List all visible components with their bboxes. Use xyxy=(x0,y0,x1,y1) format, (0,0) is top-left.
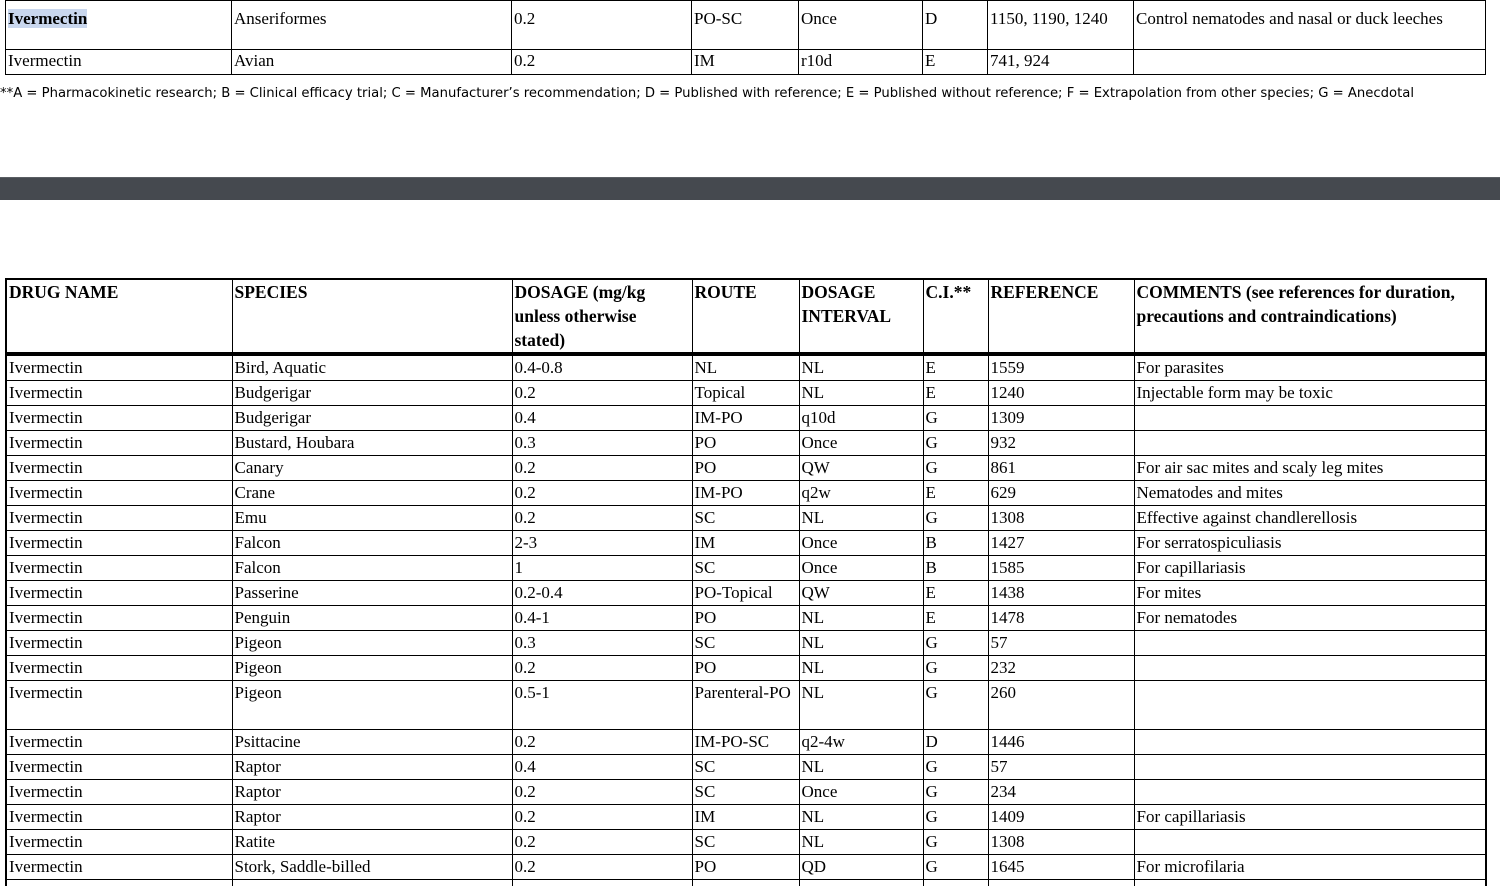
cell-comments: For serratospiculiasis xyxy=(1134,531,1486,556)
cell-dosage: 0.5-1 xyxy=(512,681,692,730)
cell-species: Bird, Aquatic xyxy=(232,354,512,381)
cell-species: Budgerigar xyxy=(232,406,512,431)
table-row xyxy=(6,481,1486,506)
header-species: SPECIES xyxy=(232,279,512,354)
cell-interval: q2w xyxy=(799,481,923,506)
cell-route: SC xyxy=(692,506,799,531)
cell-dosage: 0.2-0.4 xyxy=(512,581,692,606)
table-row xyxy=(6,431,1486,456)
cell-reference: 1240 xyxy=(988,381,1134,406)
cell-ci: E xyxy=(923,606,988,631)
cell-drug: Ivermectin xyxy=(6,830,232,855)
cell-drug xyxy=(6,880,232,886)
cell-ci: G xyxy=(923,506,988,531)
cell-interval: Once xyxy=(799,556,923,581)
cell-comments xyxy=(1134,656,1486,681)
cell-dosage: 0.2 xyxy=(512,780,692,805)
cell-interval: NL xyxy=(799,755,923,780)
cell-interval: NL xyxy=(799,354,923,381)
table-header-row xyxy=(6,279,1486,354)
cell-dosage: 0.2 xyxy=(512,50,692,75)
cell-reference: 1478 xyxy=(988,606,1134,631)
cell-dosage xyxy=(512,880,692,886)
cell-interval: NL xyxy=(799,381,923,406)
cell-dosage: 0.4-0.8 xyxy=(512,354,692,381)
cell-comments: Control nematodes and nasal or duck leeches xyxy=(1134,1,1486,50)
cell-drug: Ivermectin xyxy=(6,780,232,805)
cell-dosage: 0.2 xyxy=(512,830,692,855)
ci-footnote: **A = Pharmacokinetic research; B = Clinical efficacy trial; C = Manufacturer’s recommendation; D = Published with reference; E = Published without reference; F = Extrapolation from other species; G = Anecdotal xyxy=(0,86,1415,101)
cell-drug: Ivermectin xyxy=(6,681,232,730)
cell-species: Falcon xyxy=(232,556,512,581)
cell-interval: NL xyxy=(799,506,923,531)
cell-route: IM-PO-SC xyxy=(692,730,799,755)
cell-route: IM-PO xyxy=(692,481,799,506)
cell-comments: For air sac mites and scaly leg mites xyxy=(1134,456,1486,481)
cell-dosage: 0.2 xyxy=(512,855,692,880)
header-reference: REFERENCE xyxy=(988,279,1134,354)
cell-route: SC xyxy=(692,830,799,855)
cell-drug: Ivermectin xyxy=(6,481,232,506)
header-route: ROUTE xyxy=(692,279,799,354)
cell-interval: NL xyxy=(799,681,923,730)
cell-species xyxy=(232,880,512,886)
cell-reference: 1308 xyxy=(988,506,1134,531)
cell-interval: NL xyxy=(799,830,923,855)
cell-drug: Ivermectin xyxy=(6,606,232,631)
cell-dosage: 0.2 xyxy=(512,481,692,506)
cell-dosage: 1 xyxy=(512,556,692,581)
header-comments: COMMENTS (see references for duration, precautions and contraindications) xyxy=(1134,279,1486,354)
cell-interval: q10d xyxy=(799,406,923,431)
cell-comments xyxy=(1134,681,1486,730)
table-row xyxy=(6,50,1486,75)
cell-route: SC xyxy=(692,780,799,805)
cell-ci: D xyxy=(923,730,988,755)
cell-interval: NL xyxy=(799,805,923,830)
cell-comments: For capillariasis xyxy=(1134,805,1486,830)
cell-dosage: 0.2 xyxy=(512,506,692,531)
cell-species: Anseriformes xyxy=(232,1,512,50)
cell-comments: Injectable form may be toxic xyxy=(1134,381,1486,406)
cell-species: Psittacine xyxy=(232,730,512,755)
cell-reference: 57 xyxy=(988,631,1134,656)
cell-ci: G xyxy=(923,855,988,880)
cell-ci: G xyxy=(923,456,988,481)
cell-reference: 1309 xyxy=(988,406,1134,431)
table-row xyxy=(6,830,1486,855)
cell-route: SC xyxy=(692,631,799,656)
cell-reference: 1438 xyxy=(988,581,1134,606)
cell-route: SC xyxy=(692,556,799,581)
cell-drug: Ivermectin xyxy=(6,755,232,780)
cell-interval: Once xyxy=(799,780,923,805)
cell-dosage: 0.2 xyxy=(512,730,692,755)
cell-reference: 1150, 1190, 1240 xyxy=(988,1,1134,50)
table-row xyxy=(6,730,1486,755)
cell-species: Canary xyxy=(232,456,512,481)
cell-drug: Ivermectin xyxy=(6,656,232,681)
cell-interval: QW xyxy=(799,581,923,606)
cell-route: Topical xyxy=(692,381,799,406)
table-row xyxy=(6,406,1486,431)
cell-comments xyxy=(1134,631,1486,656)
cell-species: Raptor xyxy=(232,755,512,780)
cell-interval: QW xyxy=(799,456,923,481)
table-row xyxy=(6,606,1486,631)
cell-drug: Ivermectin xyxy=(6,381,232,406)
cell-species: Crane xyxy=(232,481,512,506)
cell-drug: Ivermectin xyxy=(6,581,232,606)
top-table xyxy=(5,0,1486,75)
table-row xyxy=(6,681,1486,730)
table-row xyxy=(6,805,1486,830)
cell-route: PO xyxy=(692,431,799,456)
cell-dosage: 0.2 xyxy=(512,1,692,50)
cell-comments: For microfilaria xyxy=(1134,855,1486,880)
header-dosage-interval: DOSAGE INTERVAL xyxy=(799,279,923,354)
cell-comments xyxy=(1134,830,1486,855)
cell-reference: 57 xyxy=(988,755,1134,780)
cell-reference: 932 xyxy=(988,431,1134,456)
cell-comments xyxy=(1134,880,1486,886)
cell-ci: E xyxy=(923,581,988,606)
table-row xyxy=(6,780,1486,805)
cell-interval: QD xyxy=(799,855,923,880)
cell-comments xyxy=(1134,780,1486,805)
cell-ci: G xyxy=(923,431,988,456)
cell-reference: 1446 xyxy=(988,730,1134,755)
cell-route: PO xyxy=(692,855,799,880)
table-row xyxy=(6,531,1486,556)
table-row xyxy=(6,354,1486,381)
cell-comments: For parasites xyxy=(1134,354,1486,381)
table-row xyxy=(6,506,1486,531)
cell-reference: 1409 xyxy=(988,805,1134,830)
table-row xyxy=(6,656,1486,681)
cell-reference: 260 xyxy=(988,681,1134,730)
cell-reference: 1645 xyxy=(988,855,1134,880)
cell-species: Raptor xyxy=(232,805,512,830)
cell-reference xyxy=(988,880,1134,886)
cell-dosage: 0.3 xyxy=(512,631,692,656)
cell-interval: NL xyxy=(799,656,923,681)
cell-ci: B xyxy=(923,556,988,581)
cell-species: Bustard, Houbara xyxy=(232,431,512,456)
document-page-2 xyxy=(0,200,1500,886)
cell-drug xyxy=(6,1,232,50)
cell-route: IM xyxy=(692,531,799,556)
cell-interval: Once xyxy=(799,1,923,50)
table-row xyxy=(6,855,1486,880)
cell-ci xyxy=(923,880,988,886)
table-row xyxy=(6,1,1486,50)
dosage-table xyxy=(5,278,1487,886)
cell-dosage: 0.2 xyxy=(512,456,692,481)
cell-comments xyxy=(1134,431,1486,456)
cell-route: PO xyxy=(692,606,799,631)
table-row xyxy=(6,581,1486,606)
cell-route xyxy=(692,880,799,886)
cell-dosage: 0.2 xyxy=(512,381,692,406)
cell-interval: r10d xyxy=(799,50,923,75)
cell-route: IM xyxy=(692,50,799,75)
cell-species: Budgerigar xyxy=(232,381,512,406)
cell-route: IM-PO xyxy=(692,406,799,431)
cell-drug: Ivermectin xyxy=(6,805,232,830)
cell-ci: E xyxy=(923,381,988,406)
cell-drug: Ivermectin xyxy=(6,354,232,381)
cell-interval: NL xyxy=(799,631,923,656)
cell-reference: 232 xyxy=(988,656,1134,681)
cell-ci: E xyxy=(923,354,988,381)
cell-drug: Ivermectin xyxy=(6,456,232,481)
cell-ci: D xyxy=(923,1,988,50)
cell-ci: E xyxy=(923,50,988,75)
cell-drug: Ivermectin xyxy=(6,406,232,431)
cell-reference: 741, 924 xyxy=(988,50,1134,75)
cell-species: Pigeon xyxy=(232,681,512,730)
cell-reference: 1308 xyxy=(988,830,1134,855)
cell-species: Falcon xyxy=(232,531,512,556)
cell-species: Avian xyxy=(232,50,512,75)
cell-comments xyxy=(1134,755,1486,780)
cell-ci: G xyxy=(923,681,988,730)
cell-drug: Ivermectin xyxy=(6,556,232,581)
cell-interval: q2-4w xyxy=(799,730,923,755)
cell-drug: Ivermectin xyxy=(6,50,232,75)
cell-reference: 1585 xyxy=(988,556,1134,581)
cell-reference: 629 xyxy=(988,481,1134,506)
cell-comments: For mites xyxy=(1134,581,1486,606)
cell-ci: G xyxy=(923,406,988,431)
table-row xyxy=(6,631,1486,656)
cell-drug: Ivermectin xyxy=(6,855,232,880)
cell-species: Pigeon xyxy=(232,656,512,681)
cell-drug: Ivermectin xyxy=(6,431,232,456)
cell-route: Parenteral-PO xyxy=(692,681,799,730)
header-ci: C.I.** xyxy=(923,279,988,354)
cell-comments: Effective against chandlerellosis xyxy=(1134,506,1486,531)
cell-species: Stork, Saddle-billed xyxy=(232,855,512,880)
cell-ci: B xyxy=(923,531,988,556)
cell-species: Raptor xyxy=(232,780,512,805)
cell-ci: E xyxy=(923,481,988,506)
cell-interval: Once xyxy=(799,431,923,456)
cell-route: PO-Topical xyxy=(692,581,799,606)
cell-drug: Ivermectin xyxy=(6,506,232,531)
cell-drug: Ivermectin xyxy=(6,730,232,755)
header-dosage: DOSAGE (mg/kg unless otherwise stated) xyxy=(512,279,692,354)
cell-dosage: 0.2 xyxy=(512,805,692,830)
cell-ci: G xyxy=(923,631,988,656)
cell-comments xyxy=(1134,50,1486,75)
cell-ci: G xyxy=(923,780,988,805)
cell-ci: G xyxy=(923,830,988,855)
cell-reference: 1427 xyxy=(988,531,1134,556)
cell-dosage: 2-3 xyxy=(512,531,692,556)
cell-comments: Nematodes and mites xyxy=(1134,481,1486,506)
cell-comments xyxy=(1134,730,1486,755)
table-row xyxy=(6,556,1486,581)
cell-interval: Once xyxy=(799,531,923,556)
cell-ci: G xyxy=(923,656,988,681)
cell-comments: For nematodes xyxy=(1134,606,1486,631)
cell-route: PO xyxy=(692,456,799,481)
cell-dosage: 0.4-1 xyxy=(512,606,692,631)
cell-comments: For capillariasis xyxy=(1134,556,1486,581)
table-row xyxy=(6,880,1486,886)
cell-reference: 1559 xyxy=(988,354,1134,381)
cell-ci: G xyxy=(923,805,988,830)
cell-species: Penguin xyxy=(232,606,512,631)
table-row xyxy=(6,456,1486,481)
header-drug-name: DRUG NAME xyxy=(6,279,232,354)
cell-dosage: 0.4 xyxy=(512,406,692,431)
page-separator xyxy=(0,177,1500,201)
selected-text[interactable]: Ivermectin xyxy=(8,9,88,28)
cell-route: IM xyxy=(692,805,799,830)
table-row xyxy=(6,755,1486,780)
cell-route: NL xyxy=(692,354,799,381)
cell-species: Ratite xyxy=(232,830,512,855)
cell-route: PO xyxy=(692,656,799,681)
cell-drug: Ivermectin xyxy=(6,531,232,556)
cell-dosage: 0.2 xyxy=(512,656,692,681)
cell-drug: Ivermectin xyxy=(6,631,232,656)
cell-ci: G xyxy=(923,755,988,780)
cell-species: Pigeon xyxy=(232,631,512,656)
cell-route: SC xyxy=(692,755,799,780)
table-row xyxy=(6,381,1486,406)
document-page-1 xyxy=(0,0,1500,177)
cell-species: Passerine xyxy=(232,581,512,606)
cell-reference: 234 xyxy=(988,780,1134,805)
cell-dosage: 0.4 xyxy=(512,755,692,780)
cell-interval xyxy=(799,880,923,886)
cell-comments xyxy=(1134,406,1486,431)
cell-reference: 861 xyxy=(988,456,1134,481)
cell-dosage: 0.3 xyxy=(512,431,692,456)
cell-species: Emu xyxy=(232,506,512,531)
cell-interval: NL xyxy=(799,606,923,631)
cell-route: PO-SC xyxy=(692,1,799,50)
